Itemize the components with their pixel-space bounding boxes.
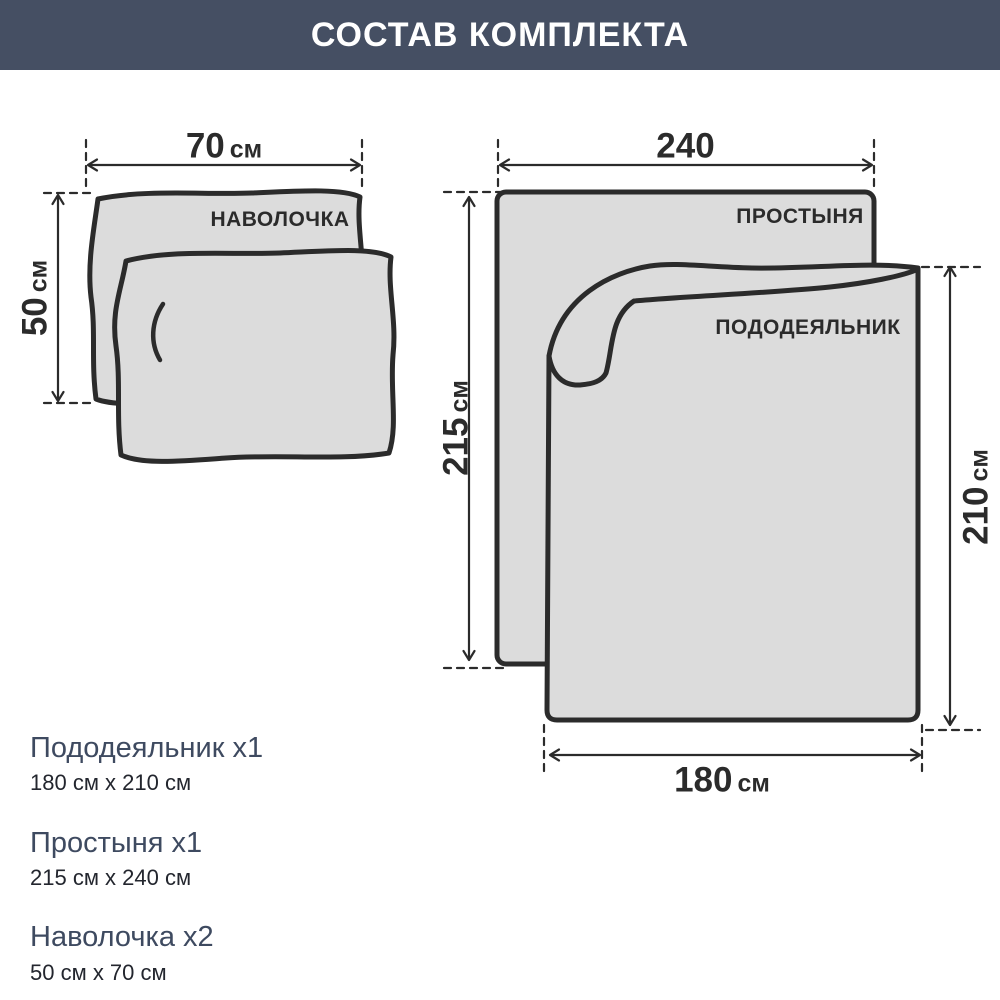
dimension-unit: см bbox=[445, 380, 474, 413]
dimension-value: 210 bbox=[956, 486, 996, 545]
legend-item-sheet bbox=[30, 827, 263, 892]
duvet-height-dimension bbox=[956, 449, 996, 545]
legend-item-size: 180 см x 210 см bbox=[30, 770, 192, 796]
sheet-width-dimension bbox=[656, 126, 719, 166]
legend-item-size: 50 см x 70 см bbox=[30, 959, 167, 985]
legend-item-name: Пододеяльник x1 bbox=[30, 732, 264, 764]
dimension-value: 50 bbox=[15, 297, 55, 337]
pillowcase-front-shape bbox=[115, 251, 394, 462]
dimension-value: 70 bbox=[185, 126, 225, 166]
dimension-value: 215 bbox=[436, 417, 476, 476]
sheet-label: ПРОСТЫНЯ bbox=[736, 205, 864, 228]
duvet-width-dimension bbox=[674, 760, 770, 800]
duvet-label: ПОДОДЕЯЛЬНИК bbox=[715, 316, 901, 339]
legend-item-pillowcase bbox=[30, 921, 263, 986]
pillowcase-label: НАВОЛОЧКА bbox=[210, 208, 350, 231]
dimension-unit: см bbox=[24, 259, 53, 293]
legend bbox=[30, 732, 263, 1000]
dimension-value: 240 bbox=[656, 126, 715, 166]
legend-item-size: 215 см x 240 см bbox=[30, 865, 192, 891]
legend-item-duvet bbox=[30, 732, 263, 797]
dimension-value: 180 bbox=[674, 760, 733, 800]
legend-item-name: Простыня x1 bbox=[30, 826, 203, 859]
pillow-height-dimension bbox=[15, 259, 55, 337]
page-title: СОСТАВ КОМПЛЕКТА bbox=[310, 15, 690, 54]
pillow-width-dimension bbox=[185, 126, 263, 166]
sheet-height-dimension bbox=[436, 380, 476, 476]
dimension-unit: см bbox=[229, 135, 263, 164]
dimension-unit: см bbox=[965, 449, 994, 482]
dimension-unit: см bbox=[737, 769, 770, 798]
legend-item-name: Наволочка x2 bbox=[30, 921, 214, 954]
